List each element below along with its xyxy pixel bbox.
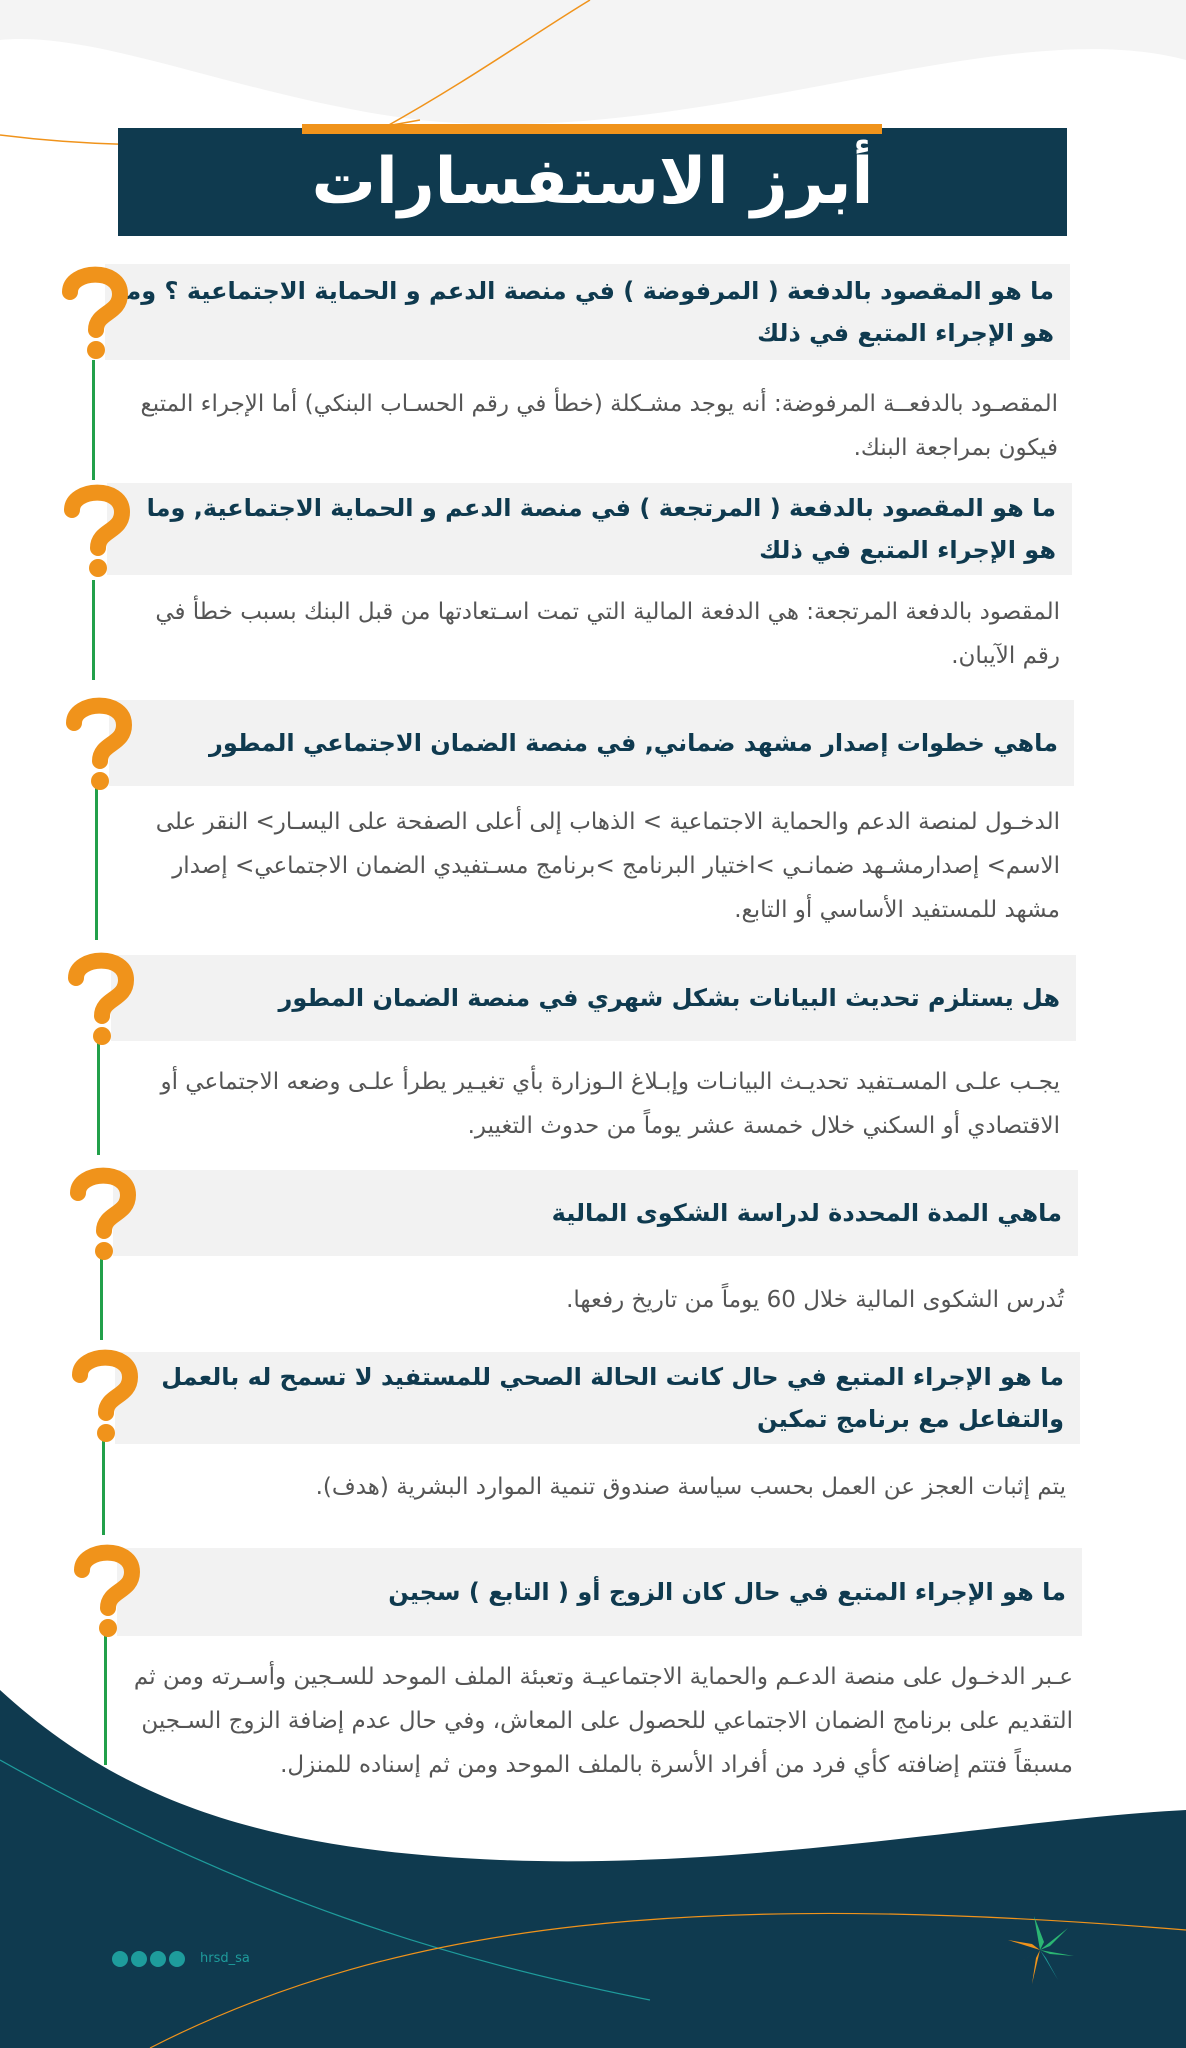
- faq-question: ما هو الإجراء المتبع في حال كان الزوج أو ( التابع ) سجين: [117, 1548, 1082, 1636]
- question-mark-icon: [70, 1345, 140, 1445]
- faq-answer: المقصود بالدفعة المرتجعة: هي الدفعة المالية التي تمت اسـتعادتها من قبل البنك بسبب خطأ في رقم الآيبان.: [155, 599, 1060, 669]
- faq-question: ما هو المقصود بالدفعة ( المرتجعة ) في منصة الدعم و الحماية الاجتماعية, وما هو الإجراء المتبع في ذلك: [107, 483, 1072, 575]
- timeline-line: [95, 785, 98, 940]
- faq-question: ما هو المقصود بالدفعة ( المرفوضة ) في منصة الدعم و الحماية الاجتماعية ؟ وما هو الإجراء المتبع في ذلك: [105, 264, 1070, 360]
- timeline-line: [102, 1440, 105, 1535]
- title-banner: [118, 128, 1067, 236]
- faq-question: هل يستلزم تحديث البيانات بشكل شهري في منصة الضمان المطور: [111, 955, 1076, 1041]
- social-icons: [112, 1951, 185, 1967]
- question-mark-icon: [72, 1540, 142, 1640]
- timeline-line: [97, 1040, 100, 1155]
- faq-answer: عـبر الدخـول على منصة الدعـم والحماية الاجتماعيـة وتعبئة الملف الموحد للسـجين وأسـرته ومن ثم التقديم على برنامج الضمان الاجتماعي للحصول على المعاش، وفي حال عدم إضافة الزوج السـجين مسبقاً فتتم إضافته كأي فرد من أفراد الأسرة بالملف الموحد ومن ثم إسناده للمنزل.: [133, 1664, 1073, 1778]
- question-mark-icon: [60, 262, 130, 362]
- faq-answer: المقصـود بالدفعــة المرفوضة: أنه يوجد مشـكلة (خطأ في رقم الحسـاب البنكي) أما الإجراء المتبع فيكون بمراجعة البنك.: [140, 391, 1058, 461]
- faq-answer: يتم إثبات العجز عن العمل بحسب سياسة صندوق تنمية الموارد البشرية (هدف).: [315, 1474, 1066, 1500]
- question-mark-icon: [68, 1163, 138, 1263]
- facebook-icon[interactable]: [150, 1951, 166, 1967]
- social-handle: hrsd_sa: [200, 1951, 250, 1966]
- faq-question: ماهي المدة المحددة لدراسة الشكوى المالية: [113, 1170, 1078, 1256]
- timeline-line: [92, 360, 95, 480]
- ministry-logo-icon: [995, 1912, 1085, 1987]
- question-mark-icon: [66, 948, 136, 1048]
- question-mark-icon: [62, 480, 132, 580]
- faq-answer: تُدرس الشكوى المالية خلال 60 يوماً من تاريخ رفعها.: [566, 1287, 1064, 1313]
- title-accent-bar: [302, 124, 882, 134]
- timeline-line: [104, 1630, 107, 1765]
- timeline-line: [92, 580, 95, 680]
- faq-question: ماهي خطوات إصدار مشهد ضماني, في منصة الضمان الاجتماعي المطور: [109, 700, 1074, 786]
- faq-answer: يجـب علـى المسـتفيد تحديـث البيانـات وإبـلاغ الـوزارة بأي تغيـير يطرأ علـى وضعه الاجتماعي أو الاقتصادي أو السكني خلال خمسة عشر يوماً من حدوث التغيير.: [160, 1069, 1060, 1139]
- question-mark-icon: [64, 693, 134, 793]
- instagram-icon[interactable]: [169, 1951, 185, 1967]
- faq-answer: الدخـول لمنصة الدعم والحماية الاجتماعية > الذهاب إلى أعلى الصفحة على اليسـار> النقر على الاسم> إصدارمشـهد ضمانـي >اختيار البرنامج >برنامج مسـتفيدي الضمان الاجتماعي> إصدار مشهد للمستفيد الأساسي أو التابع.: [155, 809, 1060, 923]
- faq-question: ما هو الإجراء المتبع في حال كانت الحالة الصحي للمستفيد لا تسمح له بالعمل والتفاعل مع برنامج تمكين: [115, 1352, 1080, 1444]
- page-title: أبرز الاستفسارات: [311, 145, 874, 219]
- timeline-line: [100, 1255, 103, 1340]
- twitter-icon[interactable]: [131, 1951, 147, 1967]
- youtube-icon[interactable]: [112, 1951, 128, 1967]
